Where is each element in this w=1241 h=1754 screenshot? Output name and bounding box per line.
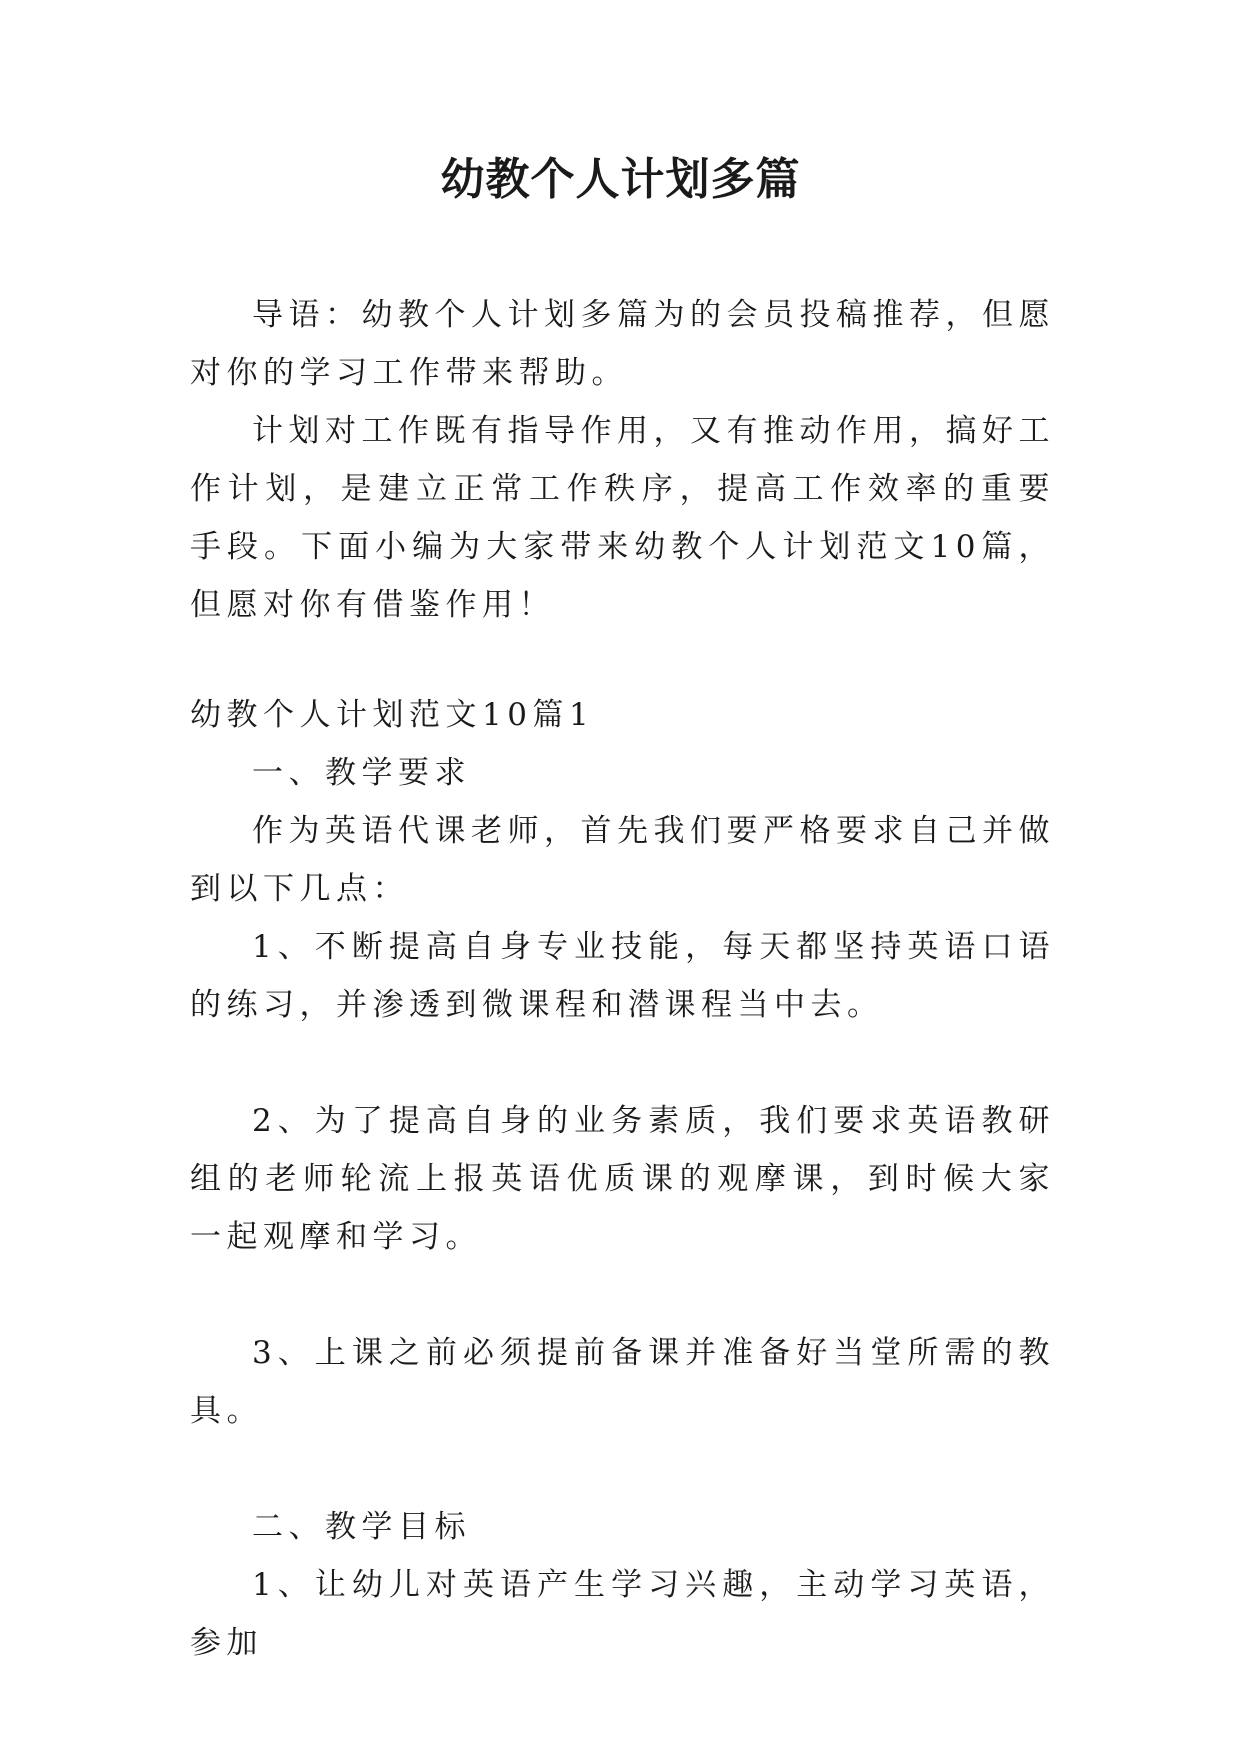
document-body	[190, 286, 1055, 1672]
intro-paragraph: 导语：幼教个人计划多篇为的会员投稿推荐，但愿对你的学习工作带来帮助。	[190, 297, 1055, 391]
spacer	[190, 1440, 1055, 1498]
list-item-1: 1、不断提高自身专业技能，每天都坚持英语口语的练习，并渗透到微课程和潜课程当中去。	[190, 929, 1055, 1023]
paragraph-1: 计划对工作既有指导作用，又有推动作用，搞好工作计划，是建立正常工作秩序，提高工作效率的重要手段。下面小编为大家带来幼教个人计划范文10篇，但愿对你有借鉴作用！	[190, 413, 1055, 623]
spacer	[190, 634, 1055, 686]
goal-item-1: 1、让幼儿对英语产生学习兴趣，主动学习英语，参加	[190, 1567, 1055, 1661]
spacer	[190, 1266, 1055, 1324]
document-title: 幼教个人计划多篇	[440, 154, 801, 205]
heading-teaching-requirements: 一、教学要求	[252, 755, 471, 791]
section-heading: 幼教个人计划范文10篇1	[190, 697, 595, 733]
heading-teaching-goals: 二、教学目标	[252, 1509, 471, 1545]
paragraph-2: 作为英语代课老师，首先我们要严格要求自己并做到以下几点：	[190, 813, 1055, 907]
spacer	[190, 1034, 1055, 1092]
list-item-3: 3、上课之前必须提前备课并准备好当堂所需的教具。	[190, 1335, 1055, 1429]
list-item-2: 2、为了提高自身的业务素质，我们要求英语教研组的老师轮流上报英语优质课的观摩课，到时候大家一起观摩和学习。	[190, 1103, 1055, 1255]
